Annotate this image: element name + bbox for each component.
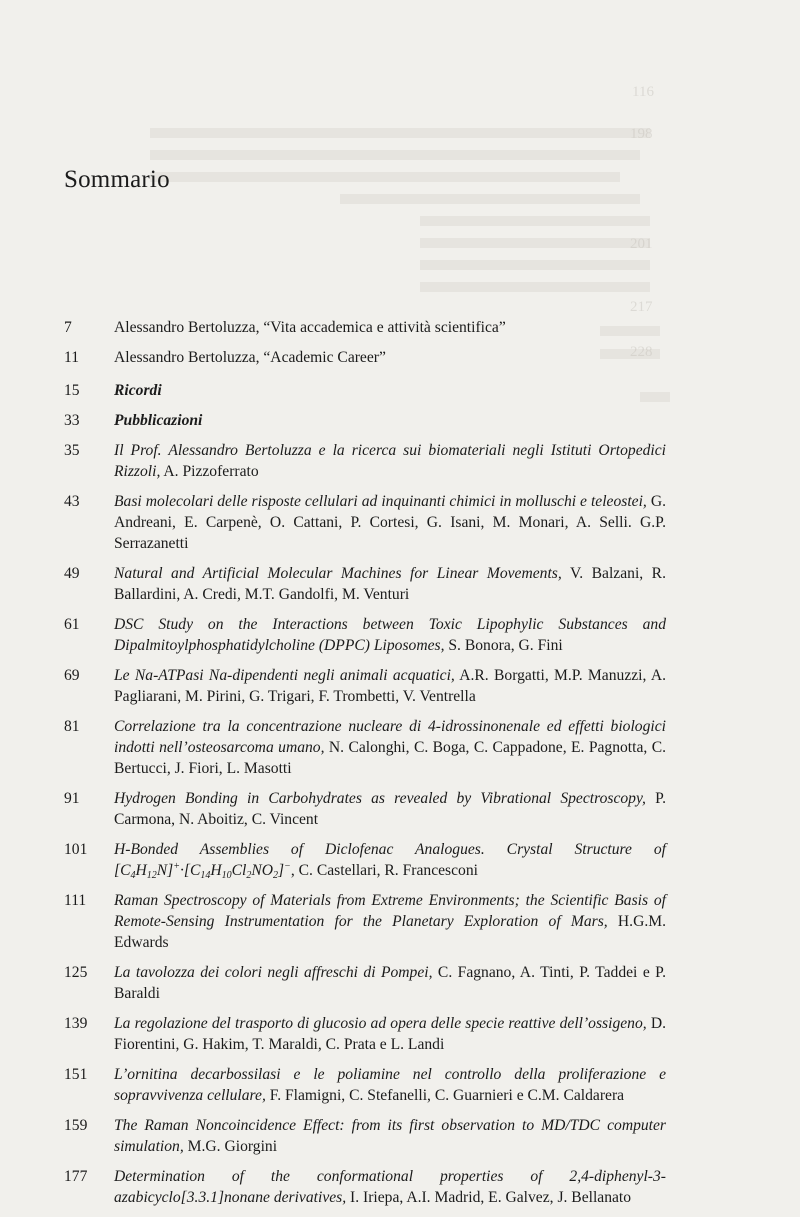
toc-entry [64, 317, 666, 338]
entry-authors: H.G.M. Edwards [114, 913, 666, 951]
entry-title: L’ornitina decarbossilasi e le poliamine nel controllo della proliferazione e sopravvivenza cellulare, [114, 1066, 666, 1104]
page-number: 101 [64, 841, 88, 858]
entry-title: Hydrogen Bonding in Carbohydrates as revealed by Vibrational Spectroscopy, [114, 790, 646, 807]
toc-entry [64, 716, 666, 779]
table-of-contents [64, 317, 666, 1217]
toc-entry [64, 1166, 666, 1208]
entry-title: The Raman Noncoincidence Effect: from its first observation to MD/TDC computer simulation, [114, 1117, 666, 1155]
entry-title: Determination of the conformational properties of 2,4-diphenyl-3-azabicyclo[3.3.1]nonane derivatives, [114, 1168, 666, 1206]
page-number: 7 [64, 319, 72, 336]
toc-entry [64, 347, 666, 368]
entry-text: Alessandro Bertoluzza, “Academic Career” [114, 349, 386, 366]
entry-authors: F. Flamigni, C. Stefanelli, C. Guarnieri e C.M. Caldarera [269, 1087, 625, 1104]
entry-authors: G. Andreani, E. Carpenè, O. Cattani, P. Cortesi, G. Isani, M. Monari, A. Selli. G.P. Serrazanetti [114, 493, 666, 552]
entry-authors: S. Bonora, G. Fini [448, 637, 563, 654]
page-number: 111 [64, 892, 87, 909]
page-number: 43 [64, 493, 80, 510]
toc-entry [64, 491, 666, 554]
entry-title: DSC Study on the Interactions between Toxic Lipophylic Substances and Dipalmitoylphosphatidylcholine (DPPC) Liposomes, [114, 616, 666, 654]
toc-entry [64, 788, 666, 830]
entry-title: La regolazione del trasporto di glucosio ad opera delle specie reattive dell’ossigeno, [114, 1015, 647, 1032]
chemical-formula: $[C_4H_{12}N]^+\cdot[C_{14}H_{10}Cl_2NO_2]^-$ [114, 861, 291, 881]
entry-title: La tavolozza dei colori negli affreschi di Pompei, [114, 964, 433, 981]
toc-entry [64, 563, 666, 605]
page-number: 15 [64, 382, 80, 399]
entry-authors: A. Pizzoferrato [163, 463, 259, 480]
page-number: 177 [64, 1168, 88, 1185]
page-title: Sommario [64, 166, 170, 193]
entry-authors: C. Fagnano, A. Tinti, P. Taddei e P. Baraldi [114, 964, 667, 1002]
toc-entry [64, 440, 666, 482]
toc-entry [64, 614, 666, 656]
page-number: 11 [64, 349, 80, 366]
entry-title: Correlazione tra la concentrazione nucleare di 4-idrossinonenale ed effetti biologici indotti nell’osteosarcoma umano, [114, 718, 666, 756]
page-number: 61 [64, 616, 80, 633]
section-title: Pubblicazioni [114, 412, 203, 429]
page-number: 69 [64, 667, 80, 684]
entry-authors: V. Balzani, R. Ballardini, A. Credi, M.T. Gandolfi, M. Venturi [114, 565, 666, 603]
entry-authors: M.G. Giorgini [187, 1138, 278, 1155]
toc-entry [64, 1013, 666, 1055]
entry-authors: D. Fiorentini, G. Hakim, T. Maraldi, C. Prata e L. Landi [114, 1015, 666, 1053]
entry-title: Raman Spectroscopy of Materials from Extreme Environments; the Scientific Basis of Remote-Sensing Instrumentation for the Planetary Exploration of Mars, [114, 892, 666, 930]
toc-section [64, 410, 666, 431]
entry-title: H-Bonded Assemblies of Diclofenac Analogues. Crystal Structure of [114, 841, 666, 858]
entry-text: Alessandro Bertoluzza, “Vita accademica e attività scientifica” [114, 319, 506, 336]
show-through-background: 116 198 201 217 228 [0, 0, 800, 1176]
toc-section [64, 380, 666, 401]
page-number: 139 [64, 1015, 88, 1032]
entry-title: Natural and Artificial Molecular Machines for Linear Movements, [114, 565, 562, 582]
page-number: 151 [64, 1066, 88, 1083]
entry-authors: A.R. Borgatti, M.P. Manuzzi, A. Pagliarani, M. Pirini, G. Trigari, F. Trombetti, V. Ventrella [114, 667, 666, 705]
toc-entry: 101 H-Bonded Assemblies of Diclofenac Analogues. Crystal Structure of $[C_4H_{12}N]^+\cdot[C_{14}H_{10}Cl_2NO_2]^-$, C. Castellari, R. Francesconi [64, 841, 666, 881]
toc-entry [64, 1064, 666, 1106]
page-number: 81 [64, 718, 80, 735]
page-number: 159 [64, 1117, 88, 1134]
toc-entry [64, 1115, 666, 1157]
page-number: 91 [64, 790, 80, 807]
toc-entry [64, 665, 666, 707]
page-number: 49 [64, 565, 80, 582]
page-number: 33 [64, 412, 80, 429]
entry-title: Il Prof. Alessandro Bertoluzza e la ricerca sui biomateriali negli Istituti Ortopedici Rizzoli, [114, 442, 666, 480]
section-title: Ricordi [114, 382, 162, 399]
entry-authors: I. Iriepa, A.I. Madrid, E. Galvez, J. Bellanato [350, 1189, 632, 1206]
entry-authors: C. Castellari, R. Francesconi [298, 862, 478, 879]
entry-title: Basi molecolari delle risposte cellulari ad inquinanti chimici in molluschi e teleostei, [114, 493, 647, 510]
toc-entry [64, 890, 666, 953]
page-number: 35 [64, 442, 80, 459]
entry-authors: P. Carmona, N. Aboitiz, C. Vincent [114, 790, 666, 828]
page-number: 125 [64, 964, 88, 981]
toc-entry [64, 962, 666, 1004]
entry-title: Le Na-ATPasi Na-dipendenti negli animali acquatici, [114, 667, 455, 684]
entry-authors: N. Calonghi, C. Boga, C. Cappadone, E. Pagnotta, C. Bertucci, J. Fiori, L. Masotti [114, 739, 666, 777]
